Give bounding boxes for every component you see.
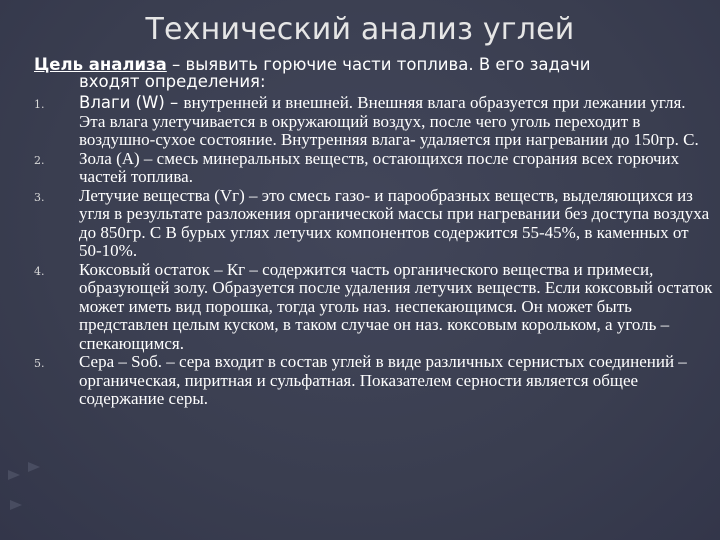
list-item: [34, 187, 714, 261]
item-text: Коксовый остаток – Кг – содержится часть органического вещества и примеси, образующей золу. Образуется после удаления летучих веществ. Если коксовый остаток может иметь вид порошка, тогда уголь наз. неспекающимся. Он может быть представлен целым куском, в таком случае он наз. коксовым корольком, а уголь – спекающимся.: [79, 259, 713, 353]
item-number: 1.: [34, 98, 45, 111]
item-number: 5.: [34, 357, 45, 370]
intro-continuation: входят определения:: [79, 72, 266, 91]
list-item: [34, 94, 714, 150]
definitions-list: [34, 94, 714, 409]
decor-arrow: [28, 462, 40, 472]
intro-paragraph: [34, 56, 694, 90]
item-text: Летучие вещества (Vг) – это смесь газо- и парообразных веществ, выделяющихся из угля в результате разложения органической массы при нагревании без доступа воздуха до 850гр. С В бурых углях летучих компонентов содержится 55-45%, в каменных от 50-10%.: [79, 185, 710, 260]
list-item: [34, 353, 714, 409]
list-item: [34, 261, 714, 354]
list-item: [34, 150, 714, 187]
intro-text: – выявить горючие части топлива. В его задачи: [166, 55, 591, 74]
item-lead: Влаги (W) –: [79, 93, 184, 112]
item-number: 2.: [34, 153, 45, 167]
item-text: Сера – Sоб. – сера входит в состав углей в виде различных сернистых соединений – органическая, пиритная и сульфатная. Показателем серности является общее содержание серы.: [79, 352, 687, 408]
slide-title: Технический анализ углей: [145, 12, 575, 47]
item-text: внутренней и внешней. Внешняя влага образуется при лежании угля. Эта влага улетучивается в окружающий воздух, после чего уголь переходит в воздушно-сухое состояние. Внутренняя влага- удаляется при нагревании до 150гр. С.: [79, 93, 699, 149]
item-number: 4.: [34, 264, 45, 278]
intro-lead: Цель анализа: [34, 55, 167, 74]
decor-arrow: [8, 470, 20, 480]
item-number: 3.: [34, 190, 45, 204]
item-text: Зола (А) – смесь минеральных веществ, остающихся после сгорания всех горючих частей топлива.: [79, 148, 680, 186]
decor-arrow: [10, 500, 22, 510]
